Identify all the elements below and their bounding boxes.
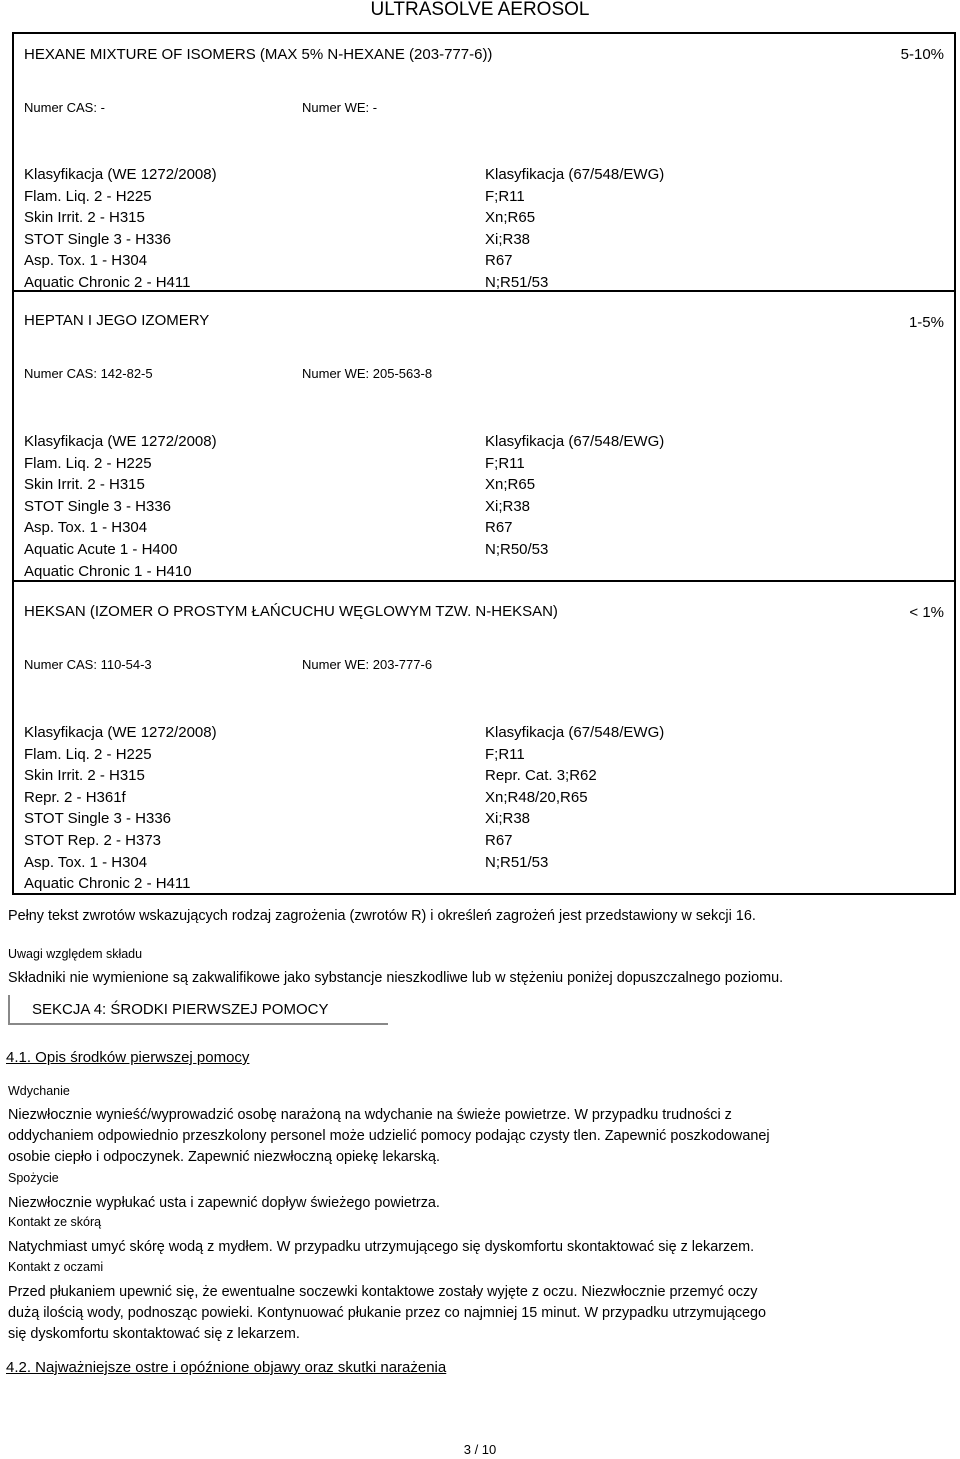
clp-line: Repr. 2 - H361f: [24, 788, 126, 806]
dsd-line: N;R51/53: [485, 853, 549, 871]
ingestion-line: Niezwłocznie wypłukać usta i zapewnić dopływ świeżego powietrza.: [8, 1195, 440, 1211]
clp-line: Asp. Tox. 1 - H304: [24, 252, 148, 270]
we-number: Numer WE: 203-777-6: [302, 657, 433, 672]
eye-contact-line: dużą ilością wody, podnosząc powieki. Kontynuować płukanie przez co najmniej 15 minut. W przypadku utrzymującego: [8, 1305, 767, 1321]
substance-name: HEPTAN I JEGO IZOMERY: [24, 312, 210, 329]
section-title: SEKCJA 4: ŚRODKI PIERWSZEJ POMOCY: [32, 1001, 329, 1018]
clp-line: Klasyfikacja (WE 1272/2008): [24, 724, 217, 741]
dsd-line: Xi;R38: [485, 230, 531, 248]
inhalation-line: osobie ciepło i odpoczynek. Zapewnić niezwłoczną opiekę lekarską.: [8, 1149, 440, 1165]
clp-line: Asp. Tox. 1 - H304: [24, 853, 148, 871]
composition-remarks-text: Składniki nie wymienione są zakwalifikowe jako sybstancje nieszkodliwe lub w stężeniu poniżej dopuszczalnego poziomu.: [8, 970, 784, 986]
dsd-line: Klasyfikacja (67/548/EWG): [485, 724, 665, 741]
dsd-classification: [485, 431, 664, 561]
full-text-note: Pełny tekst zwrotów wskazujących rodzaj zagrożenia (zwrotów R) i określeń zagrożeń jest przedstawiony w sekcji 16.: [8, 908, 756, 924]
cas-number: Numer CAS: 110-54-3: [24, 657, 152, 672]
clp-classification: [24, 164, 217, 294]
document-title: ULTRASOLVE AEROSOL: [370, 0, 590, 20]
clp-line: Klasyfikacja (WE 1272/2008): [24, 166, 217, 183]
clp-line: Klasyfikacja (WE 1272/2008): [24, 433, 217, 450]
skin-contact-line: Natychmiast umyć skórę wodą z mydłem. W przypadku utrzymującego się dyskomfortu skontaktować się z lekarzem.: [8, 1239, 755, 1255]
dsd-line: Klasyfikacja (67/548/EWG): [485, 433, 665, 450]
dsd-line: F;R11: [485, 745, 525, 763]
substance-percent: < 1%: [909, 604, 944, 621]
substance-box: [12, 292, 956, 582]
clp-line: STOT Single 3 - H336: [24, 810, 172, 828]
clp-line: Aquatic Acute 1 - H400: [24, 540, 178, 558]
cas-number: Numer CAS: -: [24, 100, 105, 115]
clp-line: STOT Single 3 - H336: [24, 497, 172, 515]
dsd-line: N;R50/53: [485, 540, 549, 558]
dsd-line: Repr. Cat. 3;R62: [485, 767, 597, 785]
inhalation-line: oddychaniem odpowiednio przeszkolony personel może udzielić pomocy podając czysty tlen. Zapewnić poszkodowanej: [8, 1128, 770, 1144]
clp-classification: [24, 722, 217, 895]
clp-line: Aquatic Chronic 2 - H411: [24, 875, 191, 893]
substance-box: [12, 582, 956, 895]
dsd-line: Xn;R65: [485, 476, 536, 494]
dsd-line: Xn;R65: [485, 209, 536, 227]
clp-line: Aquatic Chronic 1 - H410: [24, 562, 192, 580]
dsd-line: R67: [485, 519, 513, 537]
composition-remarks-heading: Uwagi względem składu: [8, 947, 143, 961]
eye-contact-line: się dyskomfortu skontaktować się z lekarzem.: [8, 1326, 300, 1342]
clp-line: STOT Single 3 - H336: [24, 230, 172, 248]
we-number: Numer WE: -: [302, 100, 378, 115]
dsd-line: N;R51/53: [485, 273, 549, 291]
clp-line: Skin Irrit. 2 - H315: [24, 767, 145, 785]
clp-line: Aquatic Chronic 2 - H411: [24, 273, 191, 291]
dsd-line: Xn;R48/20,R65: [485, 788, 588, 806]
substance-percent: 1-5%: [908, 314, 944, 331]
clp-line: Flam. Liq. 2 - H225: [24, 454, 152, 472]
inhalation-line: Niezwłocznie wynieść/wyprowadzić osobę narażoną na wdychanie na świeże powietrze. W przypadku trudności z: [8, 1107, 732, 1123]
clp-line: Flam. Liq. 2 - H225: [24, 745, 152, 763]
clp-line: STOT Rep. 2 - H373: [24, 831, 162, 849]
ingestion-heading: Spożycie: [8, 1171, 59, 1185]
skin-contact-heading: Kontakt ze skórą: [8, 1215, 102, 1229]
page-number: 3 / 10: [463, 1442, 497, 1457]
dsd-line: Xi;R38: [485, 810, 531, 828]
clp-line: Asp. Tox. 1 - H304: [24, 519, 148, 537]
dsd-line: R67: [485, 252, 513, 270]
dsd-line: R67: [485, 831, 513, 849]
substance-box: [12, 32, 956, 292]
substance-name: HEKSAN (IZOMER O PROSTYM ŁAŃCUCHU WĘGLOWYM TZW. N-HEKSAN): [24, 603, 558, 620]
section-banner: [8, 995, 388, 1025]
dsd-classification: [485, 722, 664, 873]
subsection-4-1-title: 4.1. Opis środków pierwszej pomocy: [6, 1049, 250, 1066]
subsection-4-2-title: 4.2. Najważniejsze ostre i opóźnione objawy oraz skutki narażenia: [6, 1359, 447, 1376]
clp-line: Flam. Liq. 2 - H225: [24, 187, 152, 205]
clp-classification: [24, 431, 217, 582]
dsd-classification: [485, 164, 664, 294]
cas-number: Numer CAS: 142-82-5: [24, 366, 153, 381]
eye-contact-heading: Kontakt z oczami: [8, 1260, 104, 1274]
substance-percent: 5-10%: [900, 46, 944, 63]
inhalation-heading: Wdychanie: [8, 1084, 70, 1098]
dsd-line: F;R11: [485, 187, 525, 205]
dsd-line: F;R11: [485, 454, 525, 472]
substance-name: HEXANE MIXTURE OF ISOMERS (MAX 5% N-HEXANE (203-777-6)): [24, 46, 493, 63]
we-number: Numer WE: 205-563-8: [302, 366, 433, 381]
clp-line: Skin Irrit. 2 - H315: [24, 209, 145, 227]
eye-contact-line: Przed płukaniem upewnić się, że ewentualne soczewki kontaktowe zostały wyjęte z oczu. Niezwłocznie przemyć oczy: [8, 1284, 758, 1300]
dsd-line: Klasyfikacja (67/548/EWG): [485, 166, 665, 183]
clp-line: Skin Irrit. 2 - H315: [24, 476, 145, 494]
dsd-line: Xi;R38: [485, 497, 531, 515]
